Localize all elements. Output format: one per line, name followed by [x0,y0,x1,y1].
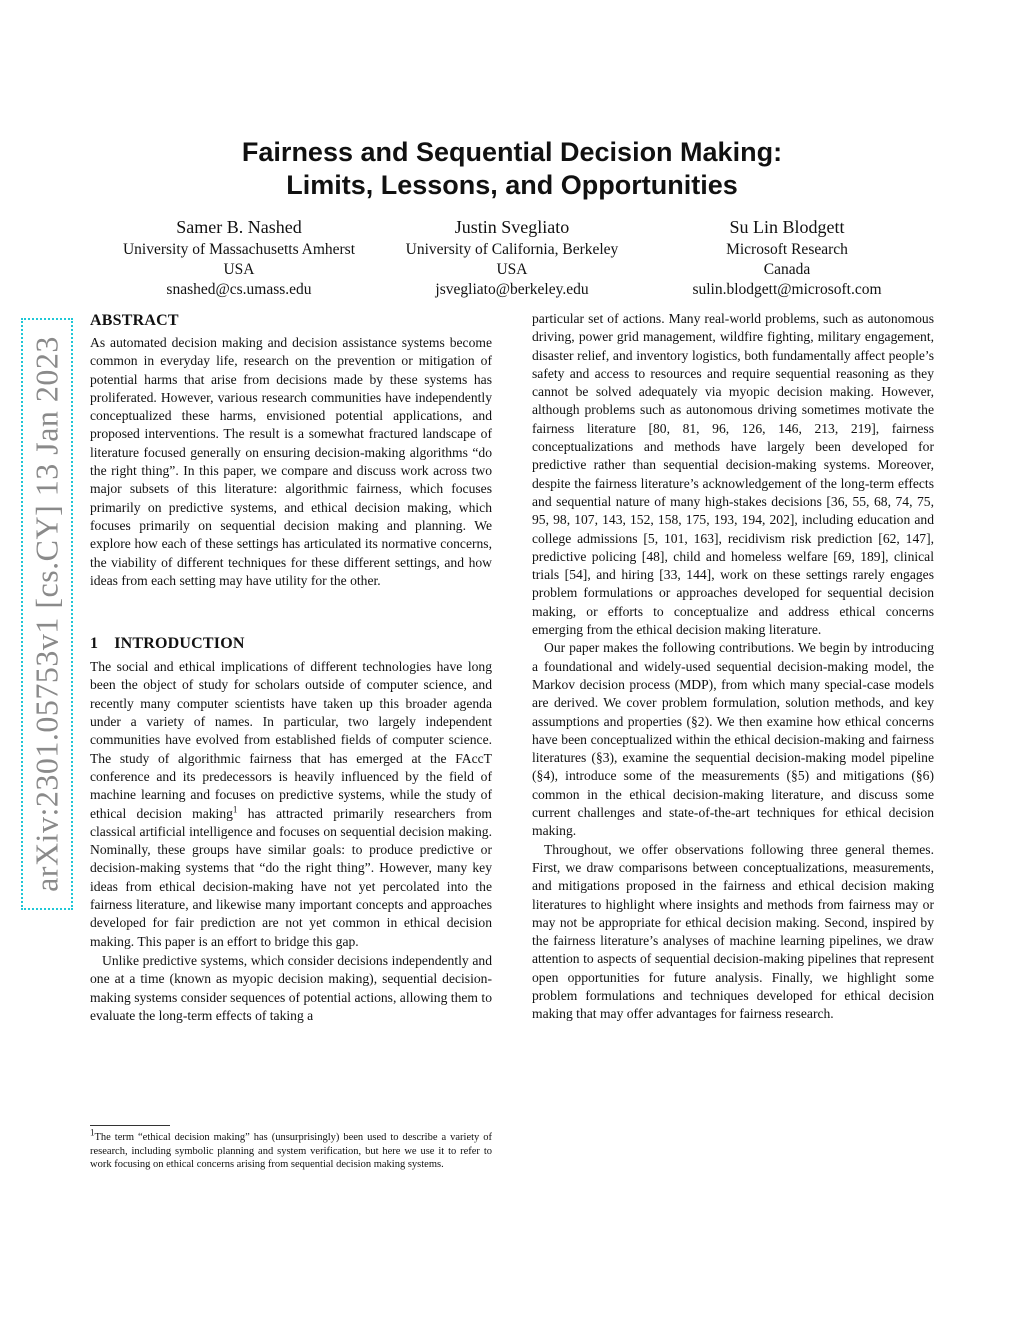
footnote [90,1127,492,1172]
footnote-text: The term “ethical decision making” has (unsurprisingly) been used to describe a variety of research, including symbolic planning and system verification, but here we use it to refer to work focusing on ethical concerns arising from sequential decision making systems. [90,1132,492,1171]
title-line-1: Fairness and Sequential Decision Making: [241,137,783,167]
arxiv-id: arXiv:2301.05753v1 [cs.CY] 13 Jan 2023 [28,336,65,892]
author-country: USA [223,261,255,278]
author-country: USA [496,261,528,278]
abstract-heading: ABSTRACT [90,312,179,329]
intro-paragraph-1: The social and ethical implications of different technologies have long been the object of study for scholars outside of computer science, and recently many computer scientists have taken up this broader agenda under a variety of names. In particular, two largely independent communities have evolved from established fields of computer science. The study of algorithmic fairness that has emerged at the FAccT conference and its predecessors is heavily influenced by the field of machine learning and focuses on predictive systems, while the study of ethical decision making$^1$ has attracted primarily researchers from classical artificial intelligence and focuses on sequential decision making. Nominally, these groups have similar goals: to produce predictive or decision-making systems that “do the right thing”. However, many key ideas from ethical decision-making have not yet percolated into the fairness literature, and likewise many important concepts and approaches developed for fair prediction are not yet common in ethical decision making. This paper is an effort to bridge this gap. [90,659,492,949]
footnote-marker: 1 [90,1127,95,1138]
intro-paragraph-2-cont: particular set of actions. Many real-world problems, such as autonomous driving, power grid management, wildfire fighting, military engagement, disaster relief, and inventory logistics, both fundamentally affect people’s safety and access to resources and require sequential reasoning as they cannot be solved adequately via myopic decision making. However, although problems such as autonomous driving sometimes motivate the fairness literature [80, 81, 96, 126, 146, 213, 219], fairness conceptualizations and methods have largely been developed for predictive rather than sequential decision-making systems. Moreover, despite the fairness literature’s acknowledgement of the long-term effects and sequential nature of many high-stakes decisions [36, 55, 68, 74, 75, 95, 98, 107, 143, 152, 158, 175, 193, 194, 202], including education and college admissions [5, 101, 163], recidivism risk prediction [62, 147], predictive policing [48], child and homeless welfare [69, 189], clinical trials [54], and hiring [33, 144], work on these settings rarely engages problem formulations or approaches developed for sequential decision making, or efforts to conceptualize and address ethical concerns emerging from the ethical decision making literature. [532,311,934,638]
author-block-3 [627,216,947,300]
section-number: 1 [90,635,99,653]
author-block-2 [352,216,672,300]
intro-paragraph-3: Our paper makes the following contributions. We begin by introducing a foundational and widely-used sequential decision-making model, the Markov decision process (MDP), from which many special-case models are derived. We cover problem formulation, solution methods, and key assumptions and properties (§2). We then examine how ethical concerns have been conceptualized within the ethical decision-making and fairness literatures (§3), examine the sequential decision-making model pipeline (§4), introduce some of the measurements (§5) and mitigations (§6) common in the ethical decision-making literature, and discuss some current challenges and state-of-the-art techniques for ethical decision making. [532,640,934,839]
footnote-ref: 1 [232,804,238,814]
author-block-1 [79,216,399,300]
author-country: Canada [763,261,811,278]
author-name: Samer B. Nashed [176,217,302,237]
author-email: jsvegliato@berkeley.edu [435,281,589,298]
footnote-divider [90,1125,170,1126]
section-title: INTRODUCTION [114,635,245,653]
left-column [90,310,492,1025]
author-affiliation: Microsoft Research [726,241,848,258]
abstract-text: As automated decision making and decision assistance systems become common in everyday life, research on the prevention or mitigation of potential harms that arise from decisions made by these systems has proliferated. However, various research communities have independently conceptualized these harms, envisioned potential applications, and proposed interventions. The result is a somewhat fractured landscape of literature focused generally on ensuring decision-making algorithms “do the right thing”. In this paper, we compare and discuss work across two major subsets of this literature: algorithmic fairness, which focuses primarily on predictive systems, and ethical decision making, which focuses primarily on sequential decision making and planning. We explore how each of these settings has articulated its normative concerns, the viability of different techniques for these different settings, and how ideas from each setting may have utility for the other. [90,335,492,588]
arxiv-stamp [21,318,73,910]
section-heading [90,633,492,655]
title-line-2: Limits, Lessons, and Opportunities [286,170,738,200]
author-email: snashed@cs.umass.edu [166,281,312,298]
right-column [532,310,934,1024]
author-affiliation: University of Massachusetts Amherst [122,241,356,258]
author-email: sulin.blodgett@microsoft.com [692,281,882,298]
intro-paragraph-4: Throughout, we offer observations following three general themes. First, we draw comparisons between conceptualizations, measurements, and mitigations proposed in the fairness and ethical decision making literatures to highlight where insights and methods from fairness may or may not be appropriate for ethical decision making. Second, inspired by the fairness literature’s analyses of machine learning pipelines, we draw attention to aspects of sequential decision-making pipelines that represent open opportunities for future analysis. Finally, we highlight some problem formulations and techniques developed for ethical decision making that may offer advantages for fairness research. [532,841,934,1022]
intro-paragraph-2-start: Unlike predictive systems, which consider decisions independently and one at a time (known as myopic decision making), sequential decision-making systems consider sequences of potential actions, allowing them to evaluate the long-term effects of taking a [90,952,492,1023]
author-affiliation: University of California, Berkeley [405,241,619,258]
author-name: Su Lin Blodgett [729,217,845,237]
paper-title [0,136,1024,202]
author-name: Justin Svegliato [454,217,570,237]
